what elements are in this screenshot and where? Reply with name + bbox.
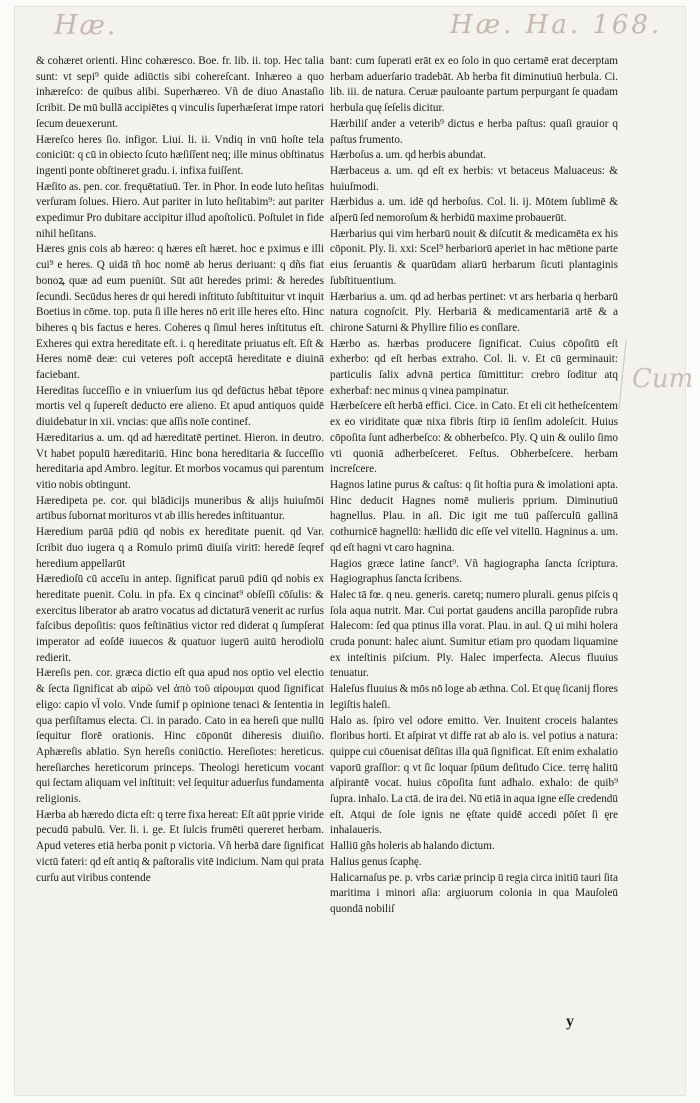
signature-mark: y	[566, 1013, 574, 1030]
entry-paragraph: Haleſus fluuius & mōs nō loge ab æthna. Col. Et quę ſicanij flores legiſtis haleſi.	[330, 683, 618, 711]
entry-paragraph: Hærbo as. hærbas producere ſignificat. Cuius cōpoſitū eſt exherbo: qd eſt herbas extraho. Col. li. v. Et cū germinauit: particulis ſalix advnā pertica ſūmittitur: crebro ſoditur atq exherbaf: nec minus q vinea pampinatur.	[330, 337, 618, 397]
entry-paragraph: Hærbaceus a. um. qd eſt ex herbis: vt betaceus Maluaceus: & huiuſmodi.	[330, 164, 618, 193]
entry-paragraph: Hagios græce latine ſanct⁹. Vñ hagiographa ſancta ſcriptura. Hagiographus ſancta ſcribens.	[330, 557, 618, 586]
entry-paragraph: Hærbiliſ ander a veterib⁹ dictus e herba paſtus: quaſi grauior q paſtus frumento.	[330, 117, 618, 146]
entry-paragraph: Hærba ab hæredo dicta eſt: q terre fixa hereat: Eſt aūt pprie viride pecudū pabulū. Ver. li. i. ge. Et ſulcis frumēti quereret herbam. Apud veteres etiā herba ponit p victoria. Vñ herbā dare ſignificat victū fateri: qd eſt antiq & paſtoralis vitē indicium. Nam qui prata curſu aut viribus contende	[36, 808, 324, 884]
entry-paragraph: Halec tā fœ. q neu. generis. caretq; numero plurali. genus piſcis q ſola aqua nutrit. Mar. Cui portat gaudens ancilla paropſide rubra Halecom: ſed qua ptinus illa vorat. Plau. in aul. Q ui mihi holera cruda ponunt: halec aiunt. Sumitur etiam pro quodam liquamine ex inteſtinis piſcium. Ply. Halec imperfecta. Alecus fluuius tenuatur.	[330, 588, 618, 680]
entry-paragraph: & cohæret orienti. Hinc cohæresco. Boe. fr. lib. ii. top. Hec talia sunt: vt sepi⁹ quide adiūctis sibi cohereſcant. Inhæreo a quo inhæreſco: de quibus alibi. Superhæreo. Vñ de diuo Anastaſio ſcribit. De mū bullā accipiētes q vinculis ſuperhæſerat impe ratori ſecum deuexerunt.	[36, 55, 324, 130]
entry-paragraph: Hæredioſū cū acceīu in antep. ſignificat paruū pdiū qd nobis ex hereditate puenit. Colu. in pfa. Ex q cincinat⁹ obſeſſi cōſulis: & exercitus liberator ab aratro vocatus ad dictaturā venerit ac rurſus faſcibus depoſitis: quos feſtinātius victor red diderat q ſumpſerat imperator ad eoſdē iuuecos & quatuor iugerū auitū herodiolū redierit.	[36, 573, 324, 664]
entry-paragraph: Halicarnaſus pe. p. vrbs cariæ princip ū regia circa initiū tauri ſita maritima i minori aſia: argiuorum colonia in qua Mauſoleū quondā nobiliſ	[330, 871, 618, 915]
entry-paragraph: Hæredium parūā pdiū qd nobis ex hereditate puenit. qd Var. ſcribit duo iugera q a Romulo primū diuiſa viritī: heredē ſeqref heredium appellarūt	[36, 526, 324, 570]
entry-paragraph: Hæres gnis cois ab hæreo: q hæres eſt hæret. hoc e pximus e illi cui⁹ e heres. Q uidā tñ hoc nomē ab herus deriuant: q dñs fiat bonoꝝ quæ ad eum pueniūt. Sūt aūt heredes primi: & heredes ſecundi. Secūdus heres dr qui heredi inſtituto ſubſtituitur vt inquit Boetius in cōme. top. puta ſi ille heres nō erit ille heres eſto. Hinc biheres q bis factus e heres. Coheres q ſimul heres inſtitutus eſt. Exheres qui extra hereditate eſt. i. q hereditate priuatus eſt. Eſt & Heres nomē deæ: cui veteres poſt acceptā hereditate e diuinā faciebant.	[36, 243, 324, 382]
entry-paragraph: Hagnos latine purus & caſtus: q ſit hoſtia pura & imolationi apta. Hinc deducit Hagnes nomē mulieris pprium. Diminutiuū hagnellus. Plau. in aſi. Dic igit me tuū paſſerculū gallinā cothurnicē hagnellū: hællidū dic eſſe vel vitellū. Hagninus a. um. qd eſt hagni vt caro hagnina.	[330, 478, 618, 554]
text-column-right	[330, 54, 618, 1054]
entry-paragraph: bant: cum ſuperati erāt ex eo ſolo in quo certamē erat decerptam herbam aduerſario tradebāt. Ab herba fit diminutiuū herbula. Ci. lib. iii. de natura. Ceruæ pauloante partum perpurgant ſe quadam herbula quę ſeſelis dicitur.	[330, 55, 618, 115]
entry-paragraph: Hæreditarius a. um. qd ad hæreditatē pertinet. Hieron. in deutro. Vt habet populū hæreditariū. Hinc bona hereditaria & ſucceſſio hereditaria apd Ambro. legitur. Et morbos vocamus qui parentum vitio nobis obtingunt.	[36, 431, 324, 491]
entry-paragraph: Halius genus ſcaphę.	[330, 855, 422, 868]
entry-paragraph: Halo as. ſpiro vel odore emitto. Ver. Inuitent croceis halantes floribus horti. Et aſpirat vt diffe rat ab alo is. vel potius a natura: quippe cui cōuenisat dēſitas illa quā ſignificat. Eſt enim exhalatio vaporū graſſior: q vt ſic loquar ſpūum deſitudo Cice. terrę halitū aſpirantē vocat. huius cōpoſita ſunt adhalo. exhalo: de quib⁹ ſupra. inhalo. La ctā. de ira dei. Nū etiā in aqua igne eſſe credendū eſt. Atqui de ſole ignis ne ęſtate quidē accedi pōſet ſi ęre inhalaueris.	[330, 714, 618, 837]
handwritten-note-left: Hæ.	[54, 10, 118, 41]
entry-paragraph: Hæſito as. pen. cor. frequētatiuū. Ter. in Phor. In eode luto heſitas verſuram ſolues. Hiero. Aut pariter in luto heſitabim⁹: aut pariter expedimur Pro dubitare accipitur illud apoſtolicū. Poſtulet in fide nihil heſitans.	[36, 180, 324, 240]
entry-paragraph: Hæredipeta pe. cor. qui blādicijs muneribus & alijs huiuſmōi artibus ſubornat morituros vt ab illis heredes inſtituantur.	[36, 494, 324, 523]
entry-paragraph: Hærboſus a. um. qd herbis abundat.	[330, 149, 487, 162]
entry-paragraph: Hærbidus a. um. idē qd herboſus. Col. li. ij. Mōtem ſublimē & aſperū ſed nemoroſum & herbidū maxime probauerūt.	[330, 196, 618, 225]
margin-note: Cum	[632, 364, 694, 394]
entry-paragraph: Hærbarius a. um. qd ad herbas pertinet: vt ars herbaria q herbarū natura cognoſcit. Ply. Herbariā & medicamentariā artē & a chirone Saturni & Phyllire filio es conſlare.	[330, 290, 618, 334]
entry-paragraph: Hereditas ſucceſſio e in vniuerſum ius qd defūctus hēbat tēpore mortis vel q ſupereſt deducto ere alieno. Et apud antiquos quidē diuidebatur in xii. vncias: que aſſis noīe continef.	[36, 384, 324, 429]
entry-paragraph: Hærbeſcere eſt herbā effici. Cice. in Cato. Et eli cit hetheſcentem ex eo viriditate quæ nixa fibris ſtirp iū ſenſim adoleſcit. Huius cōpoſita ſunt adherbeſco: & obherbeſco. Ply. Q uin & oulilo ſimo vti quoniā adherbeſceret. Feſtus. Obherbeſcere. herbam increſcere.	[330, 400, 618, 476]
entry-paragraph: Hæreſis pen. cor. græca dictio eſt qua apud nos optio vel electio & ſecta ſignificat ab αἱρῶ vel ἀπὸ τοῦ αἱρουμαι quod ſignificat eligo: capio vl̄ volo. Vnde ſumif p opinione tenaci & ſententia in qua perſiſtamus electa. Ci. in parado. Cato in ea hereſi que nullū ſequitur florē orationis. Hinc cōponūt diheresis diuiſio. Aphæreſis ablatio. Syn hereſis coniūctio. Hereſiotes: hereticus. hereſiarches hereticorum princeps. Theologi hereticum vocant qui ſectam aliquam vel inſtituit: vel ſequitur aduerſus fundamenta religionis.	[36, 667, 324, 806]
handwritten-note-right: Hæ. Ha. 168.	[450, 10, 663, 40]
entry-paragraph: Hæreſco heres ſio. infigor. Liui. li. ii. Vndiq in vnū hoſte tela coniciūt: q cū in obiecto ſcuto hæſiſſent neq; ille minus obſtinatus ingenti ponte obſtineret gradu. i. infixa fuiſſent.	[36, 133, 324, 177]
entry-paragraph: Halliū gñs holeris ab halando dictum.	[330, 840, 495, 853]
text-column-left	[36, 54, 324, 1054]
entry-paragraph: Hærbarius qui vim herbarū nouit & diſcutit & medicamēta ex his cōponit. Ply. li. xxi: Scel⁹ herbariorū aperiet in hac mētione parte eius ſeruantis & quarūdam aliarū herbarum ſicuti plantaginis ſubſtituentium.	[330, 227, 618, 287]
